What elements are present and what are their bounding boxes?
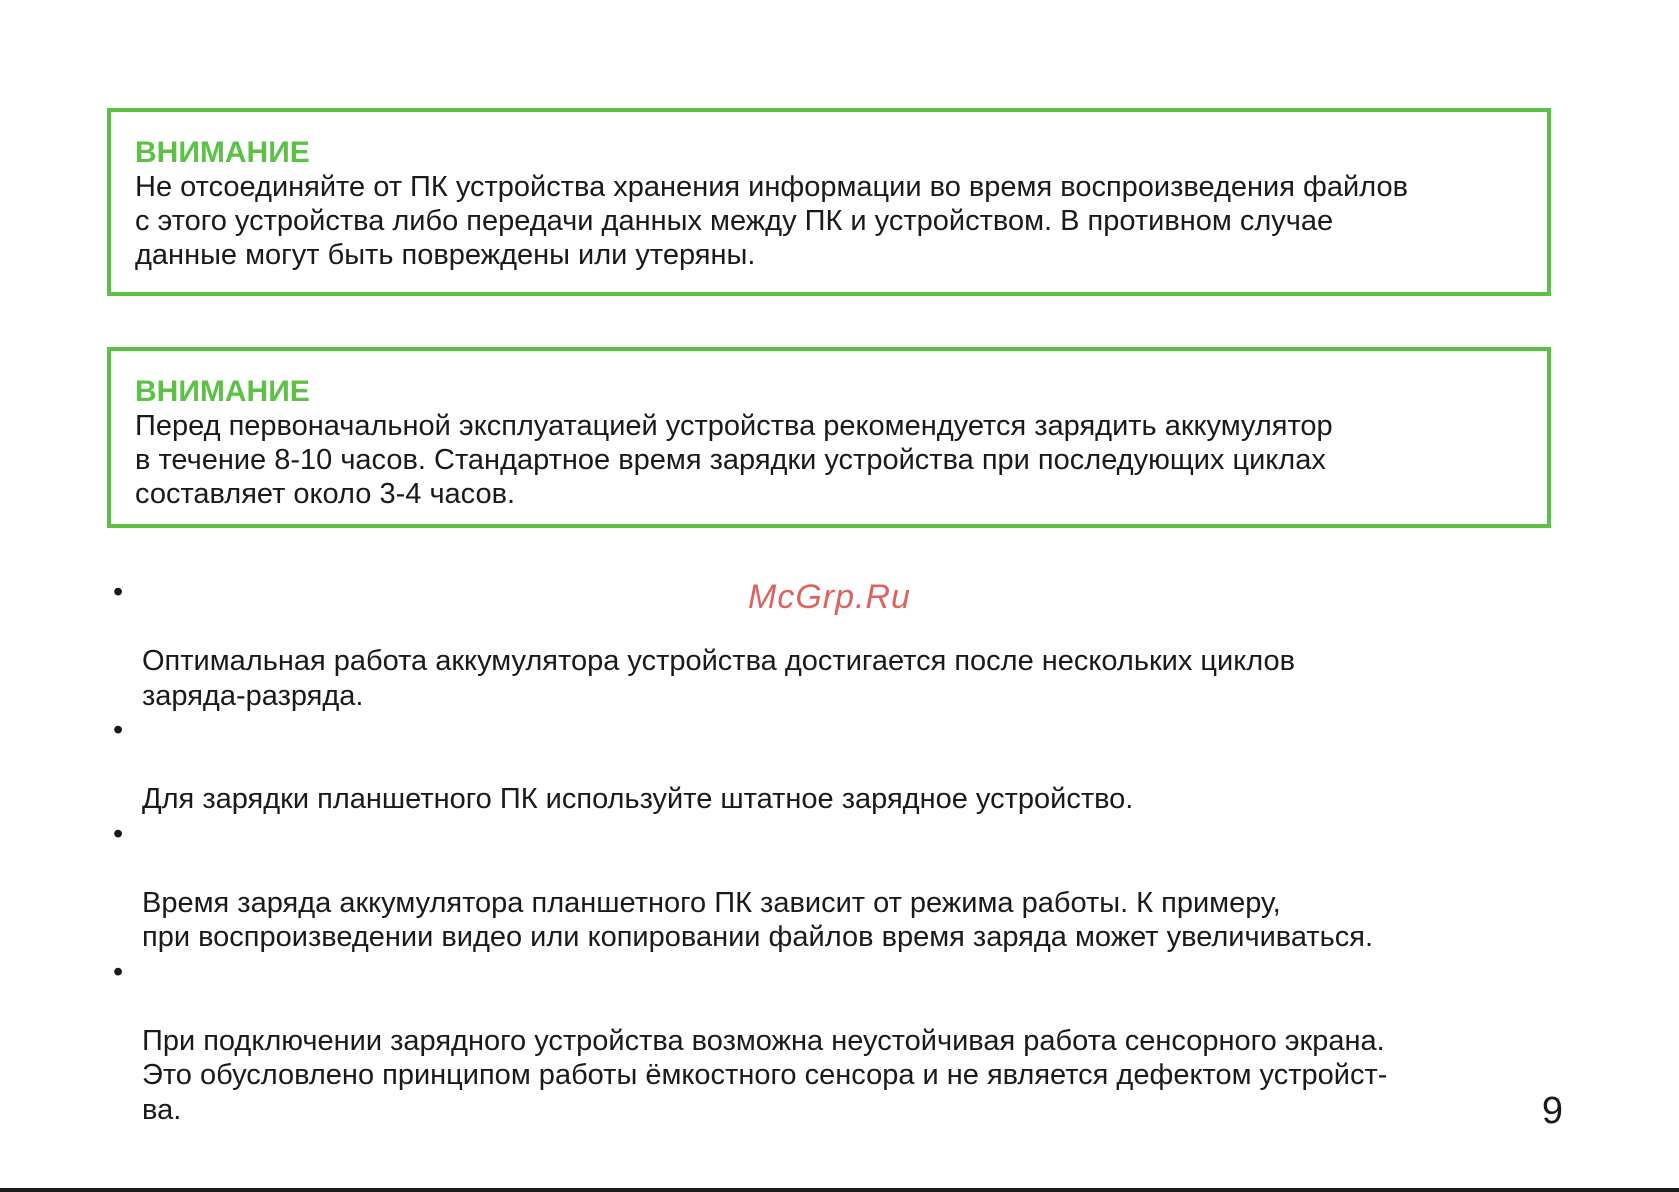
list-item-text: При подключении зарядного устройства возможна неустойчивая работа сенсорного экрана. Это обусловлено принципом работы ёмкостного сенсора и не является дефектом устройст- ва. (142, 1024, 1388, 1126)
warning-box-battery-charge (107, 347, 1551, 528)
bullet-icon: • (113, 955, 124, 988)
list-item-text: Время заряда аккумулятора планшетного ПК зависит от режима работы. К примеру, при воспроизведении видео или копировании файлов время заряда может увеличиваться. (142, 886, 1374, 953)
warning-text: Перед первоначальной эксплуатацией устройства рекомендуется зарядить аккумулятор в течение 8-10 часов. Стандартное время зарядки устройства при последующих циклах составляет около 3-4 часов. (135, 410, 1333, 510)
list-item (110, 955, 1550, 1128)
warning-text: Не отсоединяйте от ПК устройства хранения информации во время воспроизведения файлов с этого устройства либо передачи данных между ПК и устройством. В противном случае данные могут быть повреждены или утеряны. (135, 171, 1408, 271)
warning-box-data-loss (107, 108, 1551, 296)
list-item-text: Для зарядки планшетного ПК используйте штатное зарядное устройство. (142, 783, 1134, 815)
warning-title: ВНИМАНИЕ (135, 375, 310, 408)
list-item (110, 817, 1550, 955)
list-item (110, 713, 1550, 817)
watermark: McGrp.Ru (748, 578, 911, 616)
page-number: 9 (1541, 1090, 1563, 1132)
bottom-divider (0, 1188, 1679, 1192)
bullet-icon: • (113, 576, 124, 608)
bullet-icon: • (113, 714, 124, 746)
battery-notes-list (110, 575, 1550, 1127)
list-item-text: Оптимальная работа аккумулятора устройства достигается после нескольких циклов заряда-разряда. (142, 645, 1296, 712)
warning-title: ВНИМАНИЕ (135, 136, 310, 169)
bullet-icon: • (113, 817, 124, 850)
